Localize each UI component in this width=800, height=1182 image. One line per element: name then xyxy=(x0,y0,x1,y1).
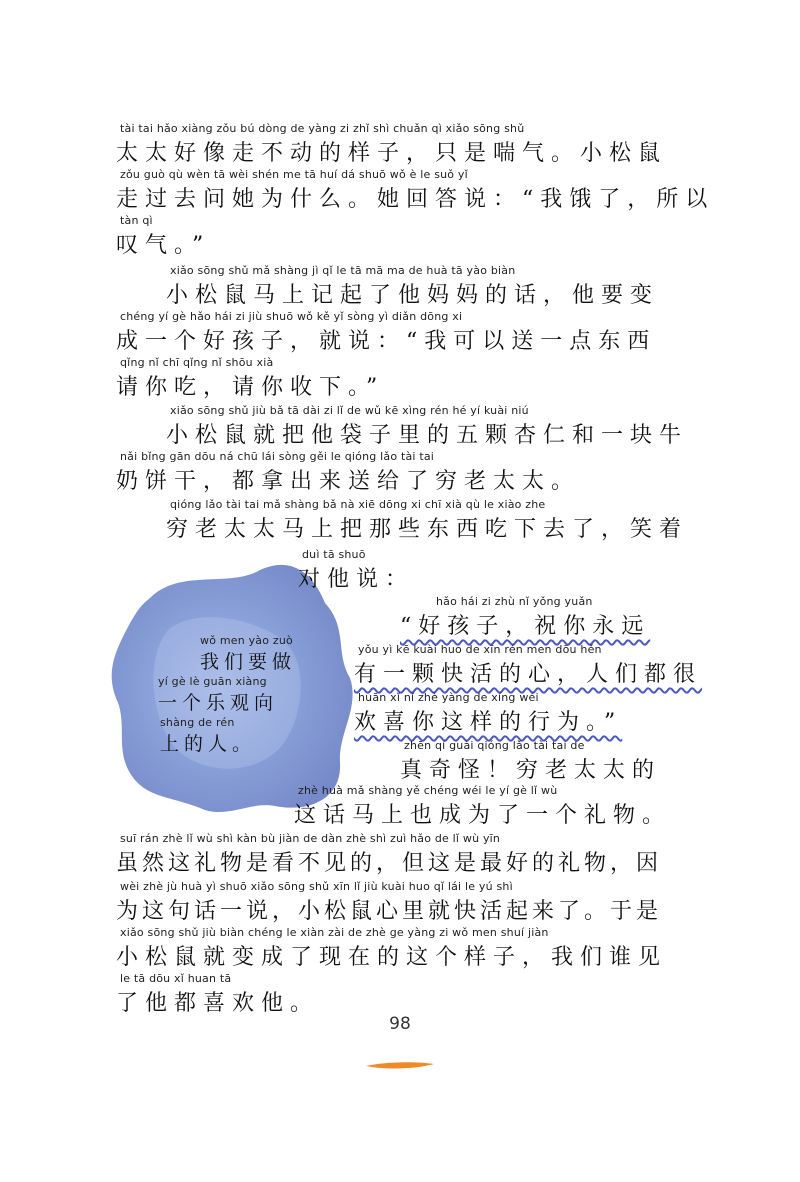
page-number: 98 xyxy=(389,1014,411,1034)
textbook-page: wǒ men yào zuò 我们要做 yí gè lè guān xiàng 一个乐观向 shàng de rén 上的人。 tài tai hǎo xiàng zǒu bú dòng de yàng zi zhǐ shì chuǎn qì xiǎo sōng shǔ 太太好像走不动的样子，只是喘气。小松鼠 zǒu guò qù wèn tā wèi shén me tā huí dá shuō wǒ è le suǒ yǐ 走过去问她为什么。她回答说：“我饿了，所以 tàn qì 叹气。” xiǎo sōng shǔ mǎ shàng jì qǐ le tā mā ma de huà tā yào biàn 小松鼠马上记起了他妈妈的话，他要变 chéng yí gè hǎo hái zi jiù shuō wǒ kě yǐ sòng yì diǎn dōng xi 成一个好孩子，就说：“我可以送一点东西 qǐng nǐ chī qǐng nǐ shōu xià 请你吃，请你收下。” xiǎo sōng shǔ jiù bǎ tā dài zi lǐ de wǔ kē xìng rén hé yí kuài niú 小松鼠就把他袋子里的五颗杏仁和一块牛 nǎi bǐng gān dōu ná chū lái sòng gěi le qióng lǎo tài tai 奶饼干，都拿出来送给了穷老太太。 qióng lǎo tài tai mǎ shàng bǎ nà xiē dōng xi chī xià qù le xiào zhe 穷老太太马上把那些东西吃下去了，笑着 duì tā shuō 对他说： hǎo hái zi zhù nǐ yǒng yuǎn “好孩子，祝你永远 yǒu yì kē kuài huo de xīn rén men dōu hěn 有一颗快活的心，人们都很 huān xǐ nǐ zhè yàng de xíng wéi 欢喜你这样的行为。” zhēn qí guài qióng lǎo tài tai de 真奇怪！穷老太太的 zhè huà mǎ shàng yě chéng wéi le yí gè lǐ wù 这话马上也成为了一个礼物。 suī rán zhè lǐ wù shì kàn bù jiàn de dàn zhè shì zuì hǎo de lǐ wù yīn 虽然这礼物是看不见的，但这是最好的礼物，因 wèi zhè jù huà yì shuō xiǎo sōng shǔ xīn lǐ jiù kuài huo qǐ lái le yú shì 为这句话一说，小松鼠心里就快活起来了。于是 xiǎo sōng shǔ jiù biàn chéng le xiàn zài de zhè ge yàng zi wǒ men shuí jiàn 小松鼠就变成了现在的这个样子，我们谁见 le tā dōu xǐ huan tā 了他都喜欢他。 98 xyxy=(0,0,800,1182)
page-number-swoosh-decoration xyxy=(364,1060,436,1070)
